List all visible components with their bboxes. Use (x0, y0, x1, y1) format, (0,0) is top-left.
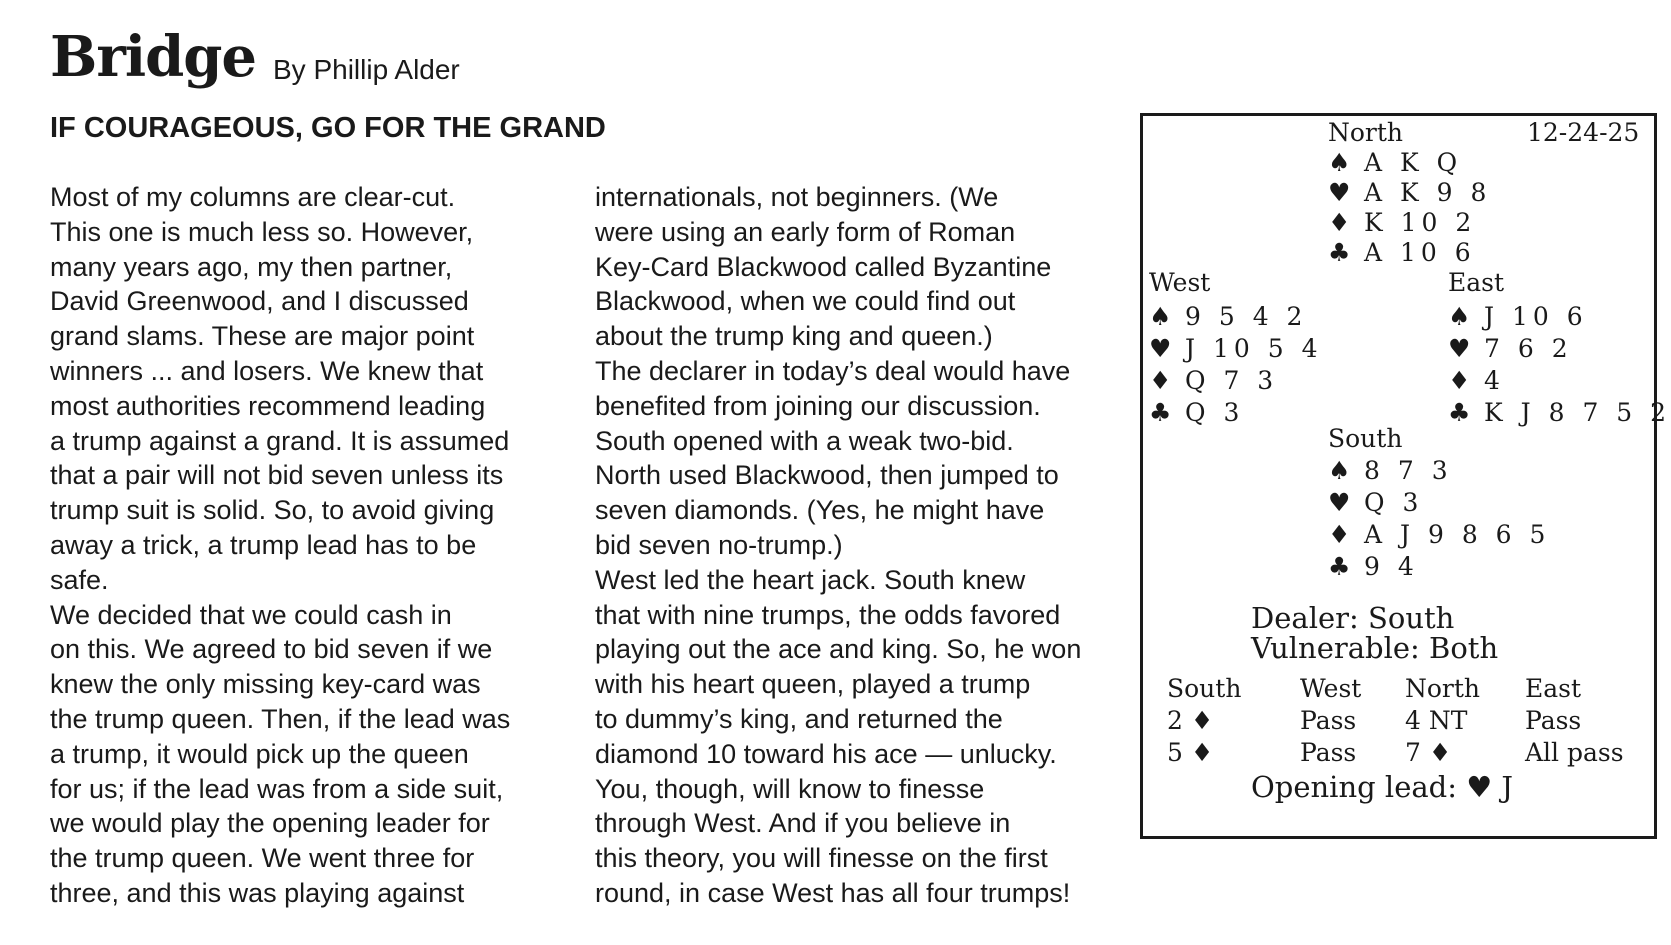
article-line: North used Blackwood, then jumped to (595, 460, 1059, 491)
bid-cell: 4 NT (1405, 706, 1468, 735)
article-line: away a trick, a trump lead has to be (50, 529, 477, 560)
article-line: Key-Card Blackwood called Byzantine (595, 251, 1052, 282)
bid-cell: Pass (1300, 738, 1357, 767)
diamond-icon: ♦ (1328, 520, 1351, 549)
east-clubs: K J 8 7 5 2 (1484, 398, 1671, 427)
article-line: to dummy’s king, and returned the (595, 703, 1003, 734)
article-line: bid seven no-trump.) (595, 529, 843, 560)
west-label: West (1149, 268, 1211, 297)
article-line: trump suit is solid. So, to avoid giving (50, 495, 495, 526)
north-diamonds: K 10 2 (1364, 208, 1477, 237)
article-line: benefited from joining our discussion. (595, 390, 1041, 421)
bid-cell: All pass (1525, 738, 1624, 767)
spade-icon: ♠ (1448, 302, 1471, 331)
article-line: that a pair will not bid seven unless its (50, 460, 504, 491)
heart-icon: ♥ (1448, 334, 1471, 363)
byline: By Phillip Alder (273, 54, 460, 85)
article-line: diamond 10 toward his ace — unlucky. (595, 738, 1057, 769)
article-line: knew the only missing key-card was (50, 669, 481, 700)
west-clubs: Q 3 (1185, 398, 1245, 427)
club-icon: ♣ (1328, 238, 1351, 267)
bid-cell: Pass (1525, 706, 1582, 735)
article-line: Most of my columns are clear-cut. (50, 182, 456, 212)
spade-icon: ♠ (1328, 148, 1351, 177)
article-line: many years ago, my then partner, (50, 251, 453, 282)
article-line: with his heart queen, played a trump (595, 669, 1031, 700)
article-line: were using an early form of Roman (595, 216, 1016, 247)
article-line: Blackwood, when we could find out (595, 286, 1016, 317)
article-line: the trump queen. Then, if the lead was (50, 703, 511, 734)
article-line: This one is much less so. However, (50, 216, 474, 247)
west-spades: 9 5 4 2 (1185, 302, 1308, 331)
article-line: about the trump king and queen.) (595, 321, 993, 352)
article-line: The declarer in today’s deal would have (595, 355, 1071, 386)
club-icon: ♣ (1328, 552, 1351, 581)
article-line: most authorities recommend leading (50, 390, 486, 421)
club-icon: ♣ (1149, 398, 1172, 427)
bridge-diagram (1140, 113, 1671, 839)
bid-cell: Pass (1300, 706, 1357, 735)
article-line: a trump against a grand. It is assumed (50, 425, 510, 456)
bid-header-south: South (1167, 674, 1242, 703)
deal-date: 12-24-25 (1527, 118, 1640, 147)
diamond-icon: ♦ (1328, 208, 1351, 237)
west-hearts: J 10 5 4 (1185, 334, 1323, 363)
article-line: South opened with a weak two-bid. (595, 425, 1014, 456)
spade-icon: ♠ (1328, 456, 1351, 485)
dealer: Dealer: South (1251, 601, 1455, 635)
diamond-icon: ♦ (1149, 366, 1172, 395)
article-line: West led the heart jack. South knew (595, 564, 1026, 595)
article-line: the trump queen. We went three for (50, 843, 475, 874)
article-line: round, in case West has all four trumps! (595, 877, 1071, 908)
article-line: winners ... and losers. We knew that (50, 355, 484, 386)
article-line: You, though, will know to finesse (595, 773, 985, 804)
heart-icon: ♥ (1149, 334, 1172, 363)
heart-icon: ♥ (1328, 178, 1351, 207)
article-line: through West. And if you believe in (595, 808, 1011, 839)
bid-cell: 5 ♦ (1167, 738, 1214, 767)
south-spades: 8 7 3 (1364, 456, 1453, 485)
north-clubs: A 10 6 (1364, 238, 1476, 267)
bid-header-north: North (1405, 674, 1481, 703)
club-icon: ♣ (1448, 398, 1471, 427)
vulnerable: Vulnerable: Both (1251, 631, 1499, 665)
article-line: that with nine trumps, the odds favored (595, 599, 1061, 630)
article-line: We decided that we could cash in (50, 599, 452, 630)
south-hearts: Q 3 (1364, 488, 1424, 517)
article-line: for us; if the lead was from a side suit, (50, 773, 504, 804)
east-label: East (1448, 268, 1505, 297)
headline: IF COURAGEOUS, GO FOR THE GRAND (50, 112, 606, 144)
article-line: we would play the opening leader for (50, 808, 490, 839)
east-hearts: 7 6 2 (1484, 334, 1573, 363)
south-diamonds: A J 9 8 6 5 (1364, 520, 1551, 549)
east-spades: J 10 6 (1484, 302, 1588, 331)
spade-icon: ♠ (1149, 302, 1172, 331)
opening-lead: Opening lead: ♥ J (1251, 770, 1514, 804)
article-line: David Greenwood, and I discussed (50, 286, 469, 317)
west-diamonds: Q 7 3 (1185, 366, 1279, 395)
south-clubs: 9 4 (1364, 552, 1419, 581)
article-line: on this. We agreed to bid seven if we (50, 634, 493, 665)
article-line: three, and this was playing against (50, 877, 465, 908)
column-title: Bridge (50, 24, 257, 90)
heart-icon: ♥ (1328, 488, 1351, 517)
article-line: seven diamonds. (Yes, he might have (595, 495, 1045, 526)
south-label: South (1328, 424, 1403, 453)
north-hearts: A K 9 8 (1364, 178, 1492, 207)
east-diamonds: 4 (1484, 366, 1505, 395)
north-label: North (1328, 118, 1404, 147)
bid-header-west: West (1300, 674, 1362, 703)
article-column-2 (595, 180, 1081, 911)
diamond-icon: ♦ (1448, 366, 1471, 395)
article-line: internationals, not beginners. (We (595, 182, 999, 212)
north-spades: A K Q (1364, 148, 1463, 177)
article-line: safe. (50, 564, 109, 595)
article-line: grand slams. These are major point (50, 321, 475, 352)
article-column-1 (50, 180, 510, 911)
bid-cell: 2 ♦ (1167, 706, 1214, 735)
article-line: playing out the ace and king. So, he won (595, 634, 1082, 665)
bid-cell: 7 ♦ (1405, 738, 1452, 767)
bid-header-east: East (1525, 674, 1582, 703)
article-line: a trump, it would pick up the queen (50, 738, 469, 769)
article-line: this theory, you will finesse on the first (595, 843, 1048, 874)
